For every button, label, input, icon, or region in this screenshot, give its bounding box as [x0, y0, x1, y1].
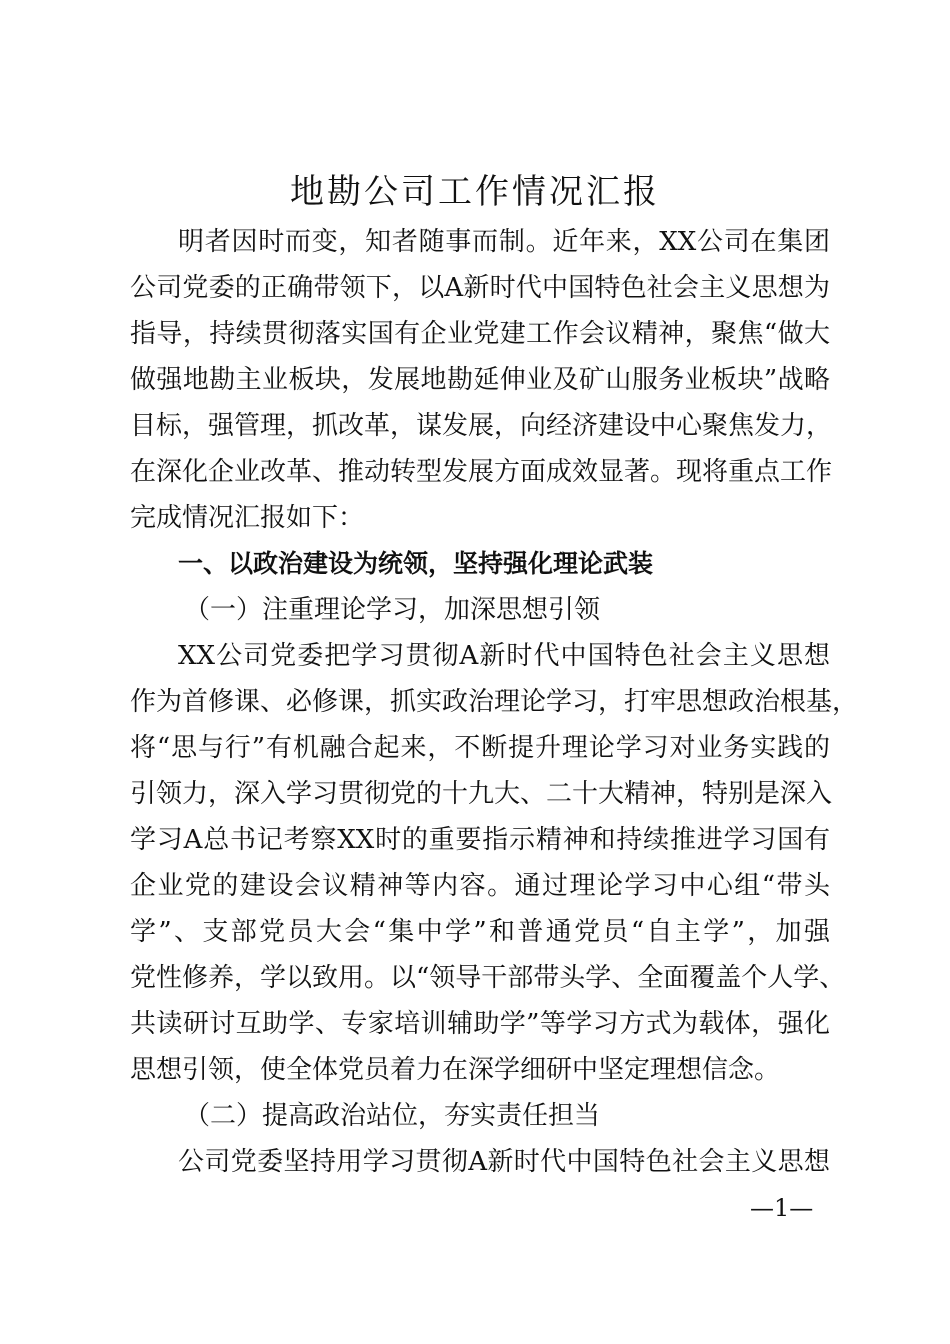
paragraph-line: 完成情况汇报如下： — [130, 503, 365, 533]
paragraph-line: 做强地勘主业板块，发展地勘延伸业及矿山服务业板块”战略 — [130, 365, 830, 395]
paragraph-line: 目标，强管理，抓改革，谋发展，向经济建设中心聚焦发力， — [130, 411, 833, 441]
paragraph-line: 明者因时而变，知者随事而制。近年来，XX公司在集团 — [178, 227, 830, 257]
paragraph-line: 指导，持续贯彻落实国有企业党建工作会议精神，聚焦“做大 — [130, 319, 830, 349]
paragraph-line: 引领力，深入学习贯彻党的十九大、二十大精神，特别是深入 — [130, 779, 833, 809]
paragraph-line: XX公司党委把学习贯彻A新时代中国特色社会主义思想 — [178, 641, 830, 671]
page-number: —1— — [750, 1194, 814, 1222]
paragraph-line: 共读研讨互助学、专家培训辅助学”等学习方式为载体，强化 — [130, 1009, 830, 1039]
paragraph-line: 将“思与行”有机融合起来，不断提升理论学习对业务实践的 — [130, 733, 830, 763]
paragraph-line: 公司党委的正确带领下，以A新时代中国特色社会主义思想为 — [130, 273, 830, 303]
subsection-heading-1: （一）注重理论学习，加深思想引领 — [184, 595, 601, 625]
subsection-heading-2: （二）提高政治站位，夯实责任担当 — [184, 1101, 601, 1131]
paragraph-line: 作为首修课、必修课，抓实政治理论学习，打牢思想政治根基， — [130, 687, 859, 717]
paragraph-line: 思想引领，使全体党员着力在深学细研中坚定理想信念。 — [130, 1055, 781, 1085]
paragraph-line: 党性修养，学以致用。以“领导干部带头学、全面覆盖个人学、 — [130, 963, 846, 993]
document-title: 地勘公司工作情况汇报 — [290, 172, 660, 212]
paragraph-line: 学习A总书记考察XX时的重要指示精神和持续推进学习国有 — [130, 825, 830, 855]
paragraph-line: 企业党的建设会议精神等内容。通过理论学习中心组“带头 — [130, 871, 830, 901]
section-heading-1: 一、以政治建设为统领，坚持强化理论武装 — [178, 549, 654, 578]
paragraph-line: 在深化企业改革、推动转型发展方面成效显著。现将重点工作 — [130, 457, 833, 487]
paragraph-line: 学”、支部党员大会“集中学”和普通党员“自主学”，加强 — [130, 917, 830, 947]
paragraph-line: 公司党委坚持用学习贯彻A新时代中国特色社会主义思想 — [178, 1147, 830, 1177]
